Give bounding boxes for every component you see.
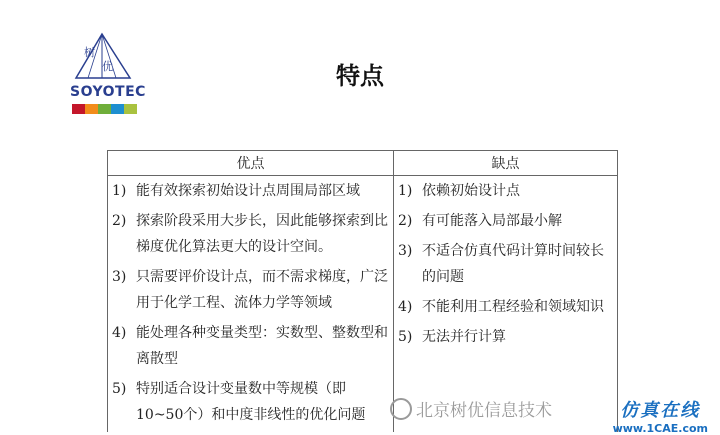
item-text: 探索阶段采用大步长，因此能够探索到比梯度优化算法更大的设计空间。 <box>136 213 388 255</box>
item-text: 有可能落入局部最小解 <box>422 213 562 229</box>
list-item <box>398 178 613 204</box>
watermark <box>390 396 552 421</box>
list-item <box>398 294 613 320</box>
list-item <box>112 376 389 428</box>
item-text: 不适合仿真代码计算时间较长的问题 <box>422 243 604 285</box>
table-header-row <box>108 151 618 176</box>
header-advantages: 优点 <box>108 151 394 176</box>
item-number: 5) <box>112 381 127 397</box>
comparison-table <box>107 150 618 432</box>
logo-text: SOYOTEC <box>70 84 146 100</box>
item-text: 不能利用工程经验和领域知识 <box>422 299 604 315</box>
item-text: 无法并行计算 <box>422 329 506 345</box>
list-item <box>398 324 613 350</box>
item-text: 只需要评价设计点，而不需求梯度，广泛用于化学工程、流体力学等领域 <box>136 269 388 311</box>
advantages-column <box>108 176 394 433</box>
item-text: 能有效探索初始设计点周围局部区域 <box>136 183 360 199</box>
svg-text:优: 优 <box>102 60 113 73</box>
list-item <box>112 264 389 316</box>
item-number: 2) <box>398 213 413 229</box>
item-text: 依赖初始设计点 <box>422 183 520 199</box>
list-item <box>112 208 389 260</box>
disadvantages-column <box>394 176 618 433</box>
watermark-text: 北京树优信息技术 <box>416 401 552 421</box>
logo-color-bar <box>72 104 137 114</box>
brand-name: 仿真在线 <box>620 400 701 421</box>
item-text: 能处理各种变量类型：实数型、整数型和离散型 <box>136 325 388 367</box>
brand-url: www.1CAE.com <box>612 422 708 435</box>
svg-text:树: 树 <box>84 46 95 59</box>
brand-watermark <box>613 396 708 435</box>
list-item <box>112 178 389 204</box>
header-disadvantages: 缺点 <box>394 151 618 176</box>
item-number: 3) <box>398 243 413 259</box>
item-number: 2) <box>112 213 127 229</box>
list-item <box>398 208 613 234</box>
list-item <box>112 320 389 372</box>
item-number: 4) <box>112 325 127 341</box>
item-number: 5) <box>398 329 413 345</box>
item-number: 1) <box>112 183 127 199</box>
wechat-icon <box>390 398 412 420</box>
list-item <box>398 238 613 290</box>
item-number: 1) <box>398 183 413 199</box>
item-number: 3) <box>112 269 127 285</box>
item-number: 4) <box>398 299 413 315</box>
page-title: 特点 <box>336 62 384 90</box>
item-text: 特别适合设计变量数中等规模（即10~50个）和中度非线性的优化问题 <box>136 381 366 423</box>
